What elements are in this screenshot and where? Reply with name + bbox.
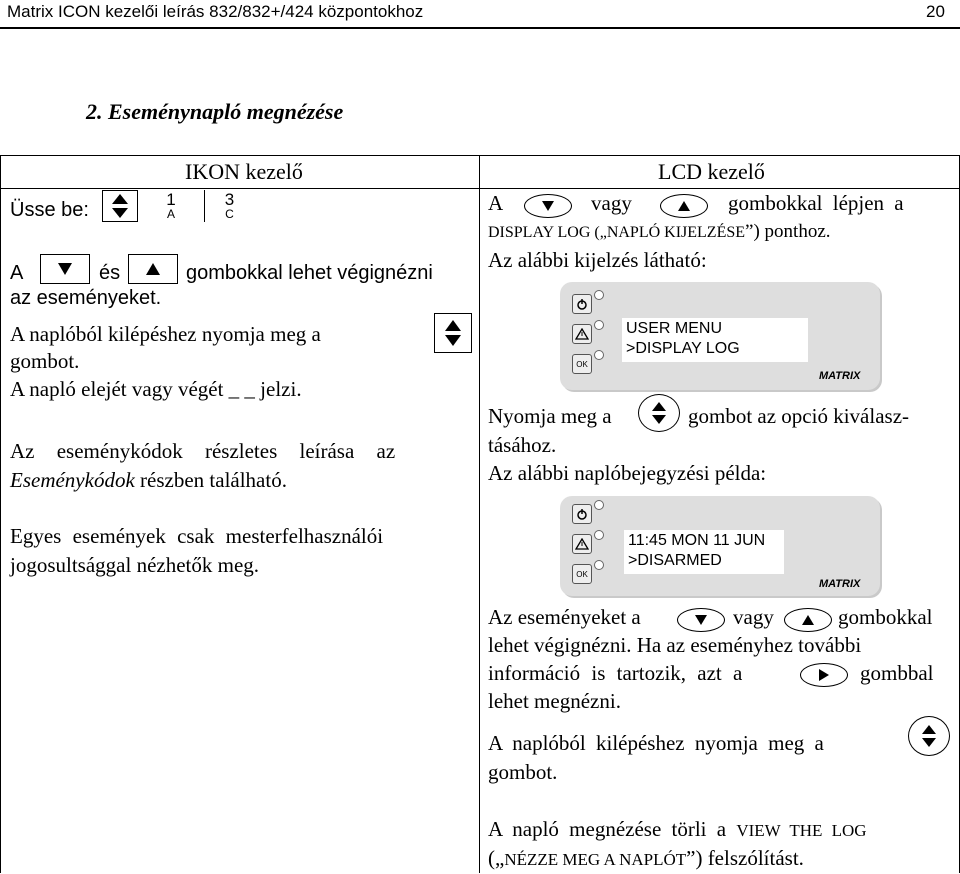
power-button[interactable] (572, 294, 592, 314)
warning-button[interactable] (572, 534, 592, 554)
up-arrow-icon (801, 614, 815, 626)
ikon-heading: IKON kezelő (185, 159, 303, 184)
ikon-end-line: A napló elejét vagy végét _ _ jelzi. (10, 377, 302, 401)
led (594, 530, 604, 540)
clear-line1-pre: A napló megnézése törli a (488, 817, 727, 841)
enter-key[interactable] (102, 190, 138, 222)
led (594, 290, 604, 300)
lcd-exit-line1: A naplóból kilépéshez nyomja meg a (488, 731, 824, 755)
warning-button[interactable] (572, 324, 592, 344)
warning-icon (575, 328, 589, 340)
codes-italic: Eseménykódok (10, 468, 135, 492)
ikon-exit-line2: gombot. (10, 349, 80, 373)
lcd-enter-key[interactable] (638, 394, 680, 432)
lcd-press-post: gombot az opció kiválasz- (688, 404, 910, 428)
codes-line1 (10, 437, 472, 465)
down-key[interactable] (40, 254, 90, 284)
clear-nezze-meg: NÉZZE MEG A NAPLÓT (504, 850, 687, 869)
codes-line2 (10, 466, 287, 494)
codes-line1-text: Az eseménykódok részletes leírása az (10, 439, 396, 463)
lcd-display-intro: Az alábbi kijelzés látható: (488, 248, 707, 272)
key-3-letter: C (225, 207, 234, 221)
up-arrow-icon (677, 200, 691, 212)
table-top-border (0, 155, 960, 156)
lcd-down-key[interactable] (524, 194, 572, 218)
header-rule (0, 27, 960, 29)
events-line4: lehet megnézni. (488, 689, 621, 713)
clear-view-the-log: VIEW THE LOG (736, 821, 867, 840)
led (594, 350, 604, 360)
events-post: gombokkal (838, 605, 933, 629)
lcd-nav-post: ”) ponthoz. (745, 221, 831, 242)
key-1-letter: A (166, 207, 175, 221)
power-icon (576, 508, 588, 520)
led (594, 320, 604, 330)
page-number: 20 (926, 2, 945, 21)
document-title: Matrix ICON kezelői leírás 832/832+/424 központokhoz (7, 2, 424, 21)
clear-line2 (488, 844, 804, 874)
events-up-key[interactable] (784, 608, 832, 632)
key-3-digit: 3 (224, 190, 235, 209)
down-arrow-icon (694, 614, 708, 626)
up-key[interactable] (128, 254, 178, 284)
led (594, 500, 604, 510)
matrix-logo: MATRIX (819, 578, 861, 590)
lcd-example-intro: Az alábbi naplóbejegyzési példa: (488, 461, 767, 485)
key-3[interactable] (204, 190, 254, 222)
ok-icon: OK (576, 359, 588, 369)
ikon-exit-line1: A naplóból kilépéshez nyomja meg a (10, 322, 321, 346)
clear-line2-pre: („ (488, 846, 505, 870)
lcd-nav-rest: gombokkal lépjen a (728, 191, 904, 215)
ok-button[interactable] (572, 354, 592, 374)
lcd-naplo-kijelzese: NAPLÓ KIJELZÉSE (606, 224, 746, 241)
lcd-nav-a: A (488, 191, 504, 215)
master-line1: Egyes események csak mesterfelhasználói (10, 524, 384, 548)
key-1-digit: 1 (166, 190, 176, 209)
lcd-press-pre: Nyomja meg a (488, 404, 612, 428)
events-pre: Az eseményeket a (488, 605, 641, 629)
up-down-arrows-icon (650, 401, 668, 425)
ikon-enter-key[interactable] (434, 313, 472, 353)
screen2-line1: 11:45 MON 11 JUN (628, 532, 766, 549)
lcd-panel-2 (560, 496, 880, 596)
down-arrow-icon (57, 262, 73, 276)
screen1-line1: USER MENU (626, 320, 723, 337)
clear-line1 (488, 815, 867, 845)
up-arrow-icon (145, 262, 161, 276)
events-line3-pre: információ is tartozik, azt a (488, 661, 743, 685)
screen2-line2: >DISARMED (628, 552, 722, 569)
screen1-line2: >DISPLAY LOG (626, 340, 740, 357)
table-column-divider (479, 155, 480, 873)
matrix-logo: MATRIX (819, 370, 861, 382)
up-down-arrows-icon (920, 724, 938, 748)
browse-a: A (10, 262, 24, 284)
down-arrow-icon (541, 200, 555, 212)
table-left-border (0, 155, 1, 873)
codes-rest: részben található. (134, 468, 287, 492)
power-icon (576, 298, 588, 310)
browse-es: és (99, 262, 121, 284)
events-down-key[interactable] (677, 608, 725, 632)
lcd-up-key[interactable] (660, 194, 708, 218)
browse-text: gombokkal lehet végignézni (186, 262, 433, 284)
lcd-exit-line2: gombot. (488, 760, 558, 784)
lcd-nav-line2 (488, 218, 831, 247)
lcd-exit-key[interactable] (908, 716, 950, 756)
step1-label: Üsse be: (10, 199, 89, 221)
led (594, 560, 604, 570)
right-key[interactable] (800, 663, 848, 687)
events-vagy: vagy (733, 605, 774, 629)
lcd-screen-1 (622, 318, 808, 362)
ok-icon: OK (576, 569, 588, 579)
right-arrow-icon (818, 668, 830, 682)
lcd-display-log: DISPLAY LOG („ (488, 224, 607, 241)
lcd-heading: LCD kezelő (658, 159, 765, 184)
master-line2: jogosultsággal nézhetők meg. (10, 553, 260, 577)
up-down-arrows-icon (443, 319, 463, 347)
lcd-nav-vagy: vagy (591, 191, 632, 215)
events-line3-post: gombbal (860, 661, 934, 685)
lcd-press-line2: tásához. (488, 433, 557, 457)
browse-text-line2: az eseményeket. (10, 287, 162, 309)
lcd-screen-2 (624, 530, 784, 574)
warning-icon (575, 538, 589, 550)
section-title: 2. Eseménynapló megnézése (86, 99, 344, 124)
clear-line2-post: ”) felszólítást. (686, 846, 804, 870)
lcd-panel-1 (560, 282, 880, 390)
power-button[interactable] (572, 504, 592, 524)
key-1[interactable] (147, 190, 195, 222)
events-line2: lehet végignézni. Ha az eseményhez további (488, 633, 862, 657)
ok-button[interactable] (572, 564, 592, 584)
up-down-arrows-icon (110, 193, 130, 219)
